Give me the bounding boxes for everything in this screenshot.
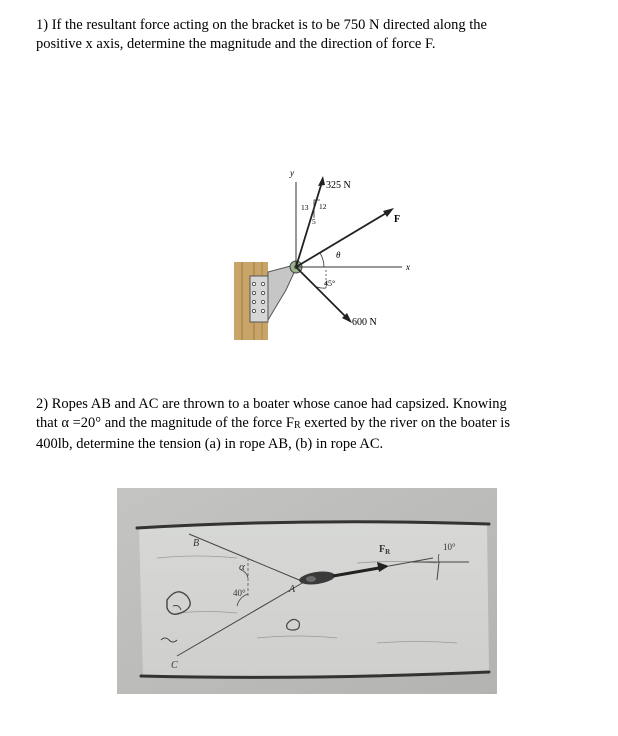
slope-label-5: 5 <box>312 217 316 226</box>
river-band <box>139 522 489 677</box>
force-f-label: F <box>394 214 401 225</box>
force-600-label: 600 N <box>352 317 377 328</box>
slope-label-13: 13 <box>301 203 309 212</box>
problem-2-line-1: 2) Ropes AB and AC are thrown to a boater whose canoe had capsized. Knowing <box>36 396 507 412</box>
label-c: C <box>171 660 178 671</box>
slope-label-12: 12 <box>319 202 327 211</box>
label-40-deg: 40° <box>233 588 246 598</box>
angle-45-label: 45° <box>324 279 336 288</box>
label-fr: $F_R$ <box>379 544 391 556</box>
label-b: B <box>193 538 200 549</box>
problem-2-text <box>36 395 596 454</box>
force-325-label: 325 N <box>326 180 351 191</box>
problem-2-line-2: that α =20° and the magnitude of the force FR exerted by the river on the boater is <box>36 415 510 431</box>
theta-label: θ <box>336 250 341 260</box>
label-10-deg: 10° <box>443 542 456 552</box>
problem-1-line-1: 1) If the resultant force acting on the bracket is to be 750 N directed along the <box>36 17 487 33</box>
problem-1-text <box>36 16 596 54</box>
x-axis-label: x <box>406 262 410 272</box>
river-photo-diagram <box>117 488 497 694</box>
problem-2-line-3: 400lb, determine the tension (a) in rope AB, (b) in rope AC. <box>36 436 384 452</box>
bracket-force-diagram <box>226 160 426 340</box>
problem-1-line-2: positive x axis, determine the magnitude and the direction of force F. <box>36 36 436 52</box>
force-600-arrow <box>296 267 348 319</box>
label-a: A <box>289 584 296 595</box>
y-axis-label: y <box>290 168 294 178</box>
label-alpha: α <box>239 561 245 573</box>
